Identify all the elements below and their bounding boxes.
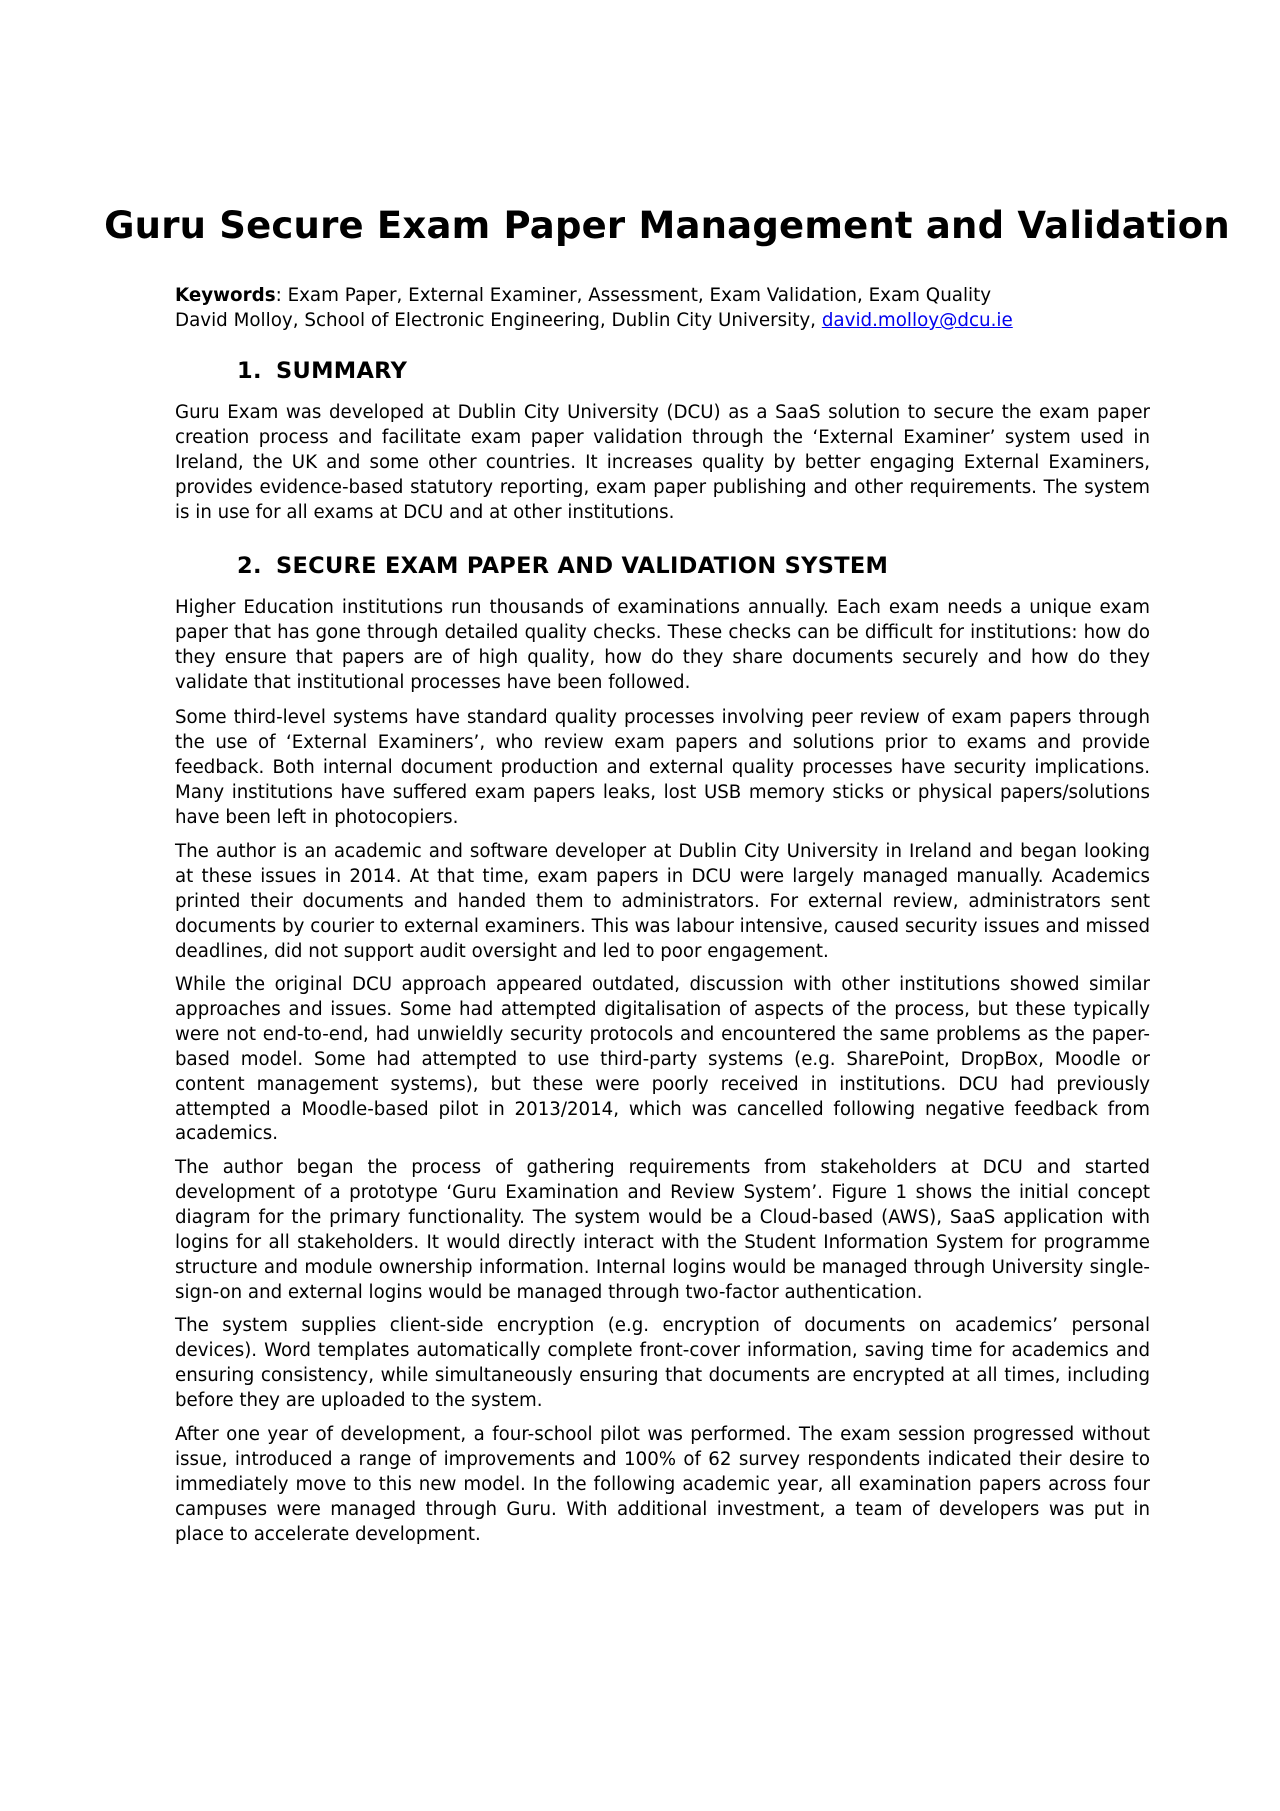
document-title: Guru Secure Exam Paper Management and Validation (104, 204, 1230, 247)
section-heading-summary (237, 358, 407, 384)
document-meta (175, 283, 1155, 333)
summary-paragraph: Guru Exam was developed at Dublin City University (DCU) as a SaaS solution to secure the exam paper creation process and facilitate exam paper validation through the ‘External Examiner’ system used in Ireland, the UK and some other countries. It increases quality by better engaging External Examiners, provides evidence-based statutory reporting, exam paper publishing and other requirements. The system is in use for all exams at DCU and at other institutions. (175, 402, 1150, 523)
keywords-line (175, 283, 1155, 308)
author-text: David Molloy, School of Electronic Engineering, Dublin City University, (175, 310, 822, 331)
section-heading-secure-exam (237, 553, 888, 579)
author-email-link[interactable]: david.molloy@dcu.ie (821, 310, 1013, 331)
body-paragraph: Some third-level systems have standard quality processes involving peer review of exam papers through the use of ‘External Examiners’, who review exam papers and solutions prior to exams and provide feedback. Both internal document production and external quality processes have security implications. Many institutions have suffered exam papers leaks, lost USB memory sticks or physical papers/solutions have been left in photocopiers. (175, 707, 1150, 828)
keywords-text: : Exam Paper, External Examiner, Assessment, Exam Validation, Exam Quality (275, 285, 992, 306)
body-paragraph: The author began the process of gathering requirements from stakeholders at DCU and started development of a prototype ‘Guru Examination and Review System’. Figure 1 shows the initial concept diagram for the primary functionality. The system would be a Cloud-based (AWS), SaaS application with logins for all stakeholders. It would directly interact with the Student Information System for programme structure and module ownership information. Internal logins would be managed through University single-sign-on and external logins would be managed through two-factor authentication. (175, 1157, 1150, 1303)
body-paragraph: The author is an academic and software developer at Dublin City University in Ireland and began looking at these issues in 2014. At that time, exam papers in DCU were largely managed manually. Academics printed their documents and handed them to administrators. For external review, administrators sent documents by courier to external examiners. This was labour intensive, caused security issues and missed deadlines, did not support audit oversight and led to poor engagement. (175, 841, 1150, 962)
section-number: 2. (237, 553, 262, 579)
body-paragraph: While the original DCU approach appeared outdated, discussion with other institutions showed similar approaches and issues. Some had attempted digitalisation of aspects of the process, but these typically were not end-to-end, had unwieldly security protocols and encountered the same problems as the paper-based model. Some had attempted to use third-party systems (e.g. SharePoint, DropBox, Moodle or content management systems), but these were poorly received in institutions. DCU had previously attempted a Moodle-based pilot in 2013/2014, which was cancelled following negative feedback from academics. (175, 974, 1150, 1145)
keywords-label: Keywords (175, 285, 276, 306)
author-line (175, 308, 1155, 333)
body-paragraph: After one year of development, a four-school pilot was performed. The exam session progressed without issue, introduced a range of improvements and 100% of 62 survey respondents indicated their desire to immediately move to this new model. In the following academic year, all examination papers across four campuses were managed through Guru. With additional investment, a team of developers was put in place to accelerate development. (175, 1424, 1150, 1545)
section-title: SECURE EXAM PAPER AND VALIDATION SYSTEM (276, 553, 889, 579)
body-paragraph: Higher Education institutions run thousands of examinations annually. Each exam needs a unique exam paper that has gone through detailed quality checks. These checks can be difficult for institutions: how do they ensure that papers are of high quality, how do they share documents securely and how do they validate that institutional processes have been followed. (175, 597, 1150, 693)
section-number: 1. (237, 358, 262, 384)
section-title: SUMMARY (276, 358, 408, 384)
body-paragraph: The system supplies client-side encryption (e.g. encryption of documents on academics’ personal devices). Word templates automatically complete front-cover information, saving time for academics and ensuring consistency, while simultaneously ensuring that documents are encrypted at all times, including before they are uploaded to the system. (175, 1315, 1150, 1411)
